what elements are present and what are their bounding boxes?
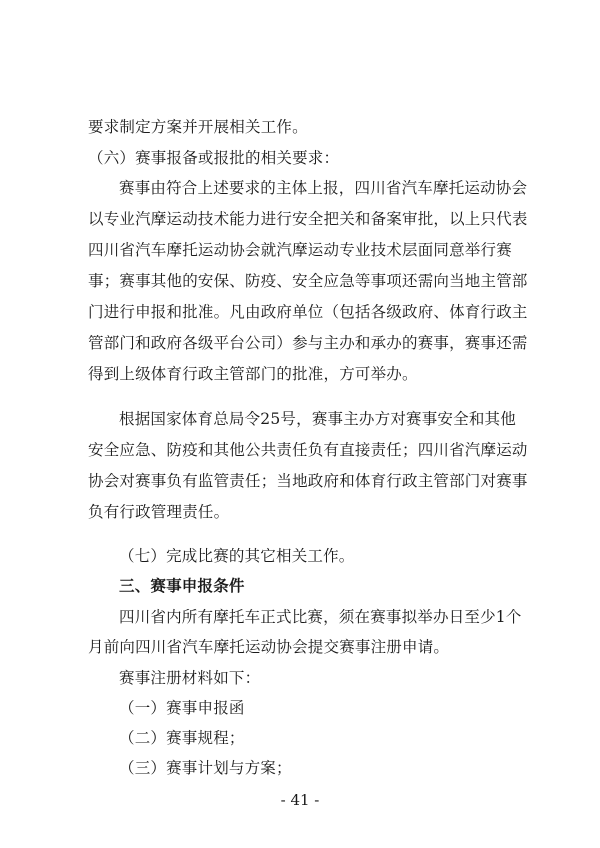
paragraph-line: 协会对赛事负有监管责任；当地政府和体育行政主管部门对赛事 — [88, 472, 528, 490]
paragraph-line: 四川省汽车摩托运动协会就汽摩运动专业技术层面同意举行赛 — [88, 241, 512, 259]
paragraph-line: 四川省内所有摩托车正式比赛，须在赛事拟举办日至少1个 — [119, 608, 522, 626]
paragraph-line: 得到上级体育行政主管部门的批准，方可举办。 — [88, 365, 418, 383]
paragraph-line: 赛事注册材料如下： — [119, 669, 261, 687]
paragraph-line: 要求制定方案并开展相关工作。 — [88, 118, 308, 136]
section-subheading: （七）完成比赛的其它相关工作。 — [119, 547, 355, 565]
section-subheading: （六）赛事报备或报批的相关要求： — [88, 149, 340, 167]
paragraph-line: 门进行申报和批准。凡由政府单位（包括各级政府、体育行政主 — [88, 303, 528, 321]
page-number: - 41 - — [280, 791, 320, 809]
paragraph-line: 月前向四川省汽车摩托运动协会提交赛事注册申请。 — [88, 638, 450, 656]
paragraph-line: 管部门和政府各级平台公司）参与主办和承办的赛事，赛事还需 — [88, 334, 528, 352]
paragraph-line: 负有行政管理责任。 — [88, 503, 230, 521]
paragraph-line: 根据国家体育总局令25号，赛事主办方对赛事安全和其他 — [119, 410, 516, 428]
section-heading: 三、赛事申报条件 — [119, 576, 245, 595]
list-item: （一）赛事申报函 — [119, 699, 245, 717]
list-item: （二）赛事规程； — [119, 729, 245, 747]
paragraph-line: 赛事由符合上述要求的主体上报，四川省汽车摩托运动协会 — [119, 179, 528, 197]
paragraph-line: 以专业汽摩运动技术能力进行安全把关和备案审批，以上只代表 — [88, 210, 528, 228]
paragraph-line: 事；赛事其他的安保、防疫、安全应急等事项还需向当地主管部 — [88, 272, 528, 290]
paragraph-line: 安全应急、防疫和其他公共责任负有直接责任；四川省汽摩运动 — [88, 441, 528, 459]
list-item: （三）赛事计划与方案； — [119, 759, 292, 777]
